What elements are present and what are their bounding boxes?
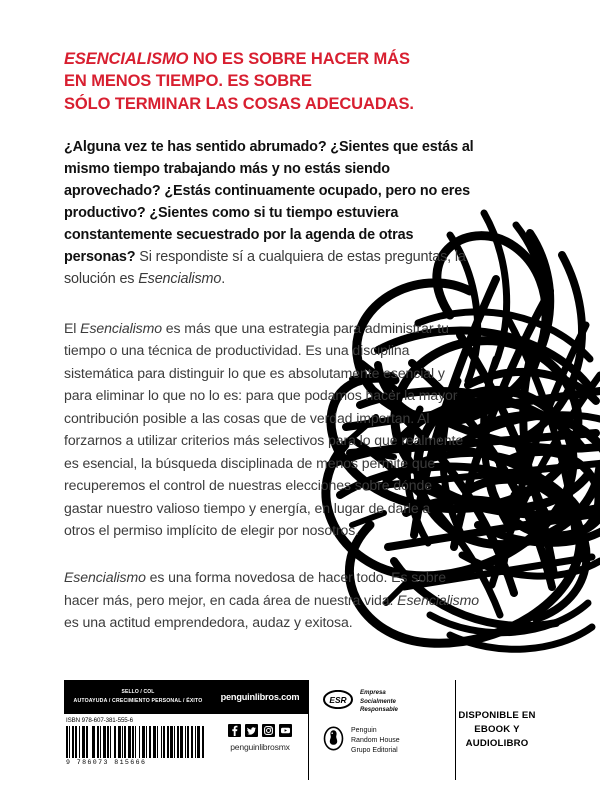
lede-questions: ¿Alguna vez te has sentido abrumado? ¿Sientes que estás al mismo tiempo trabajando más y no estás siendo aprovechado? ¿Estás continuamente ocupado, pero no eres productivo? ¿Sientes como si tu tiempo estuviera constantemente secuestrado por la agenda de otras personas?	[64, 139, 474, 265]
availability-block	[456, 680, 538, 780]
headline-line3: SÓLO TERMINAR LAS COSAS ADECUADAS.	[64, 94, 414, 113]
social-icon-row	[212, 724, 308, 737]
category-block	[64, 689, 212, 705]
headline	[64, 48, 484, 115]
footer-logos-block	[308, 680, 456, 780]
esr-line-1: Empresa	[360, 689, 386, 696]
penguin-logo-icon	[323, 726, 344, 756]
body-start: El	[64, 319, 81, 336]
publisher-website[interactable]: penguinlibros.com	[220, 692, 300, 702]
sello-label: SELLO / COL	[121, 689, 155, 696]
barcode-graphic	[66, 726, 204, 758]
availability-line-1: DISPONIBLE EN	[458, 710, 536, 722]
headline-italic-word: ESENCIALISMO	[64, 50, 189, 68]
body-paragraph	[64, 317, 464, 542]
closing-end: es una actitud emprendedora, audaz y exitosa.	[64, 614, 353, 631]
body-italic-word: Esencialismo	[80, 319, 162, 336]
headline-line1-rest: NO ES SOBRE HACER MÁS	[188, 50, 410, 68]
barcode-digits: 9 786073 815666	[66, 759, 147, 766]
esr-label	[360, 689, 398, 715]
publisher-black-bar	[64, 680, 308, 714]
esr-badge-icon	[323, 690, 353, 714]
back-cover-text	[64, 48, 484, 634]
lede-answer-italic: Esencialismo	[138, 270, 222, 287]
facebook-icon[interactable]	[228, 724, 241, 737]
social-block	[212, 714, 308, 780]
prh-line-2: Random House	[351, 737, 400, 745]
closing-mid: es una forma novedosa de hacer todo. Es sobre hacer más, pero mejor, en cada área de nuestra vida.	[64, 569, 446, 608]
category-label: AUTOAYUDA / CRECIMIENTO PERSONAL / ÉXITO	[73, 697, 203, 704]
closing-italic-2: Esencialismo	[397, 591, 479, 608]
headline-line2: EN MENOS TIEMPO. ES SOBRE	[64, 72, 312, 91]
lede-paragraph	[64, 137, 484, 290]
prh-logo-row	[323, 726, 455, 756]
esr-logo-row	[323, 689, 455, 715]
availability-label	[456, 709, 538, 751]
lede-answer-end: .	[221, 270, 226, 287]
closing-italic-1: Esencialismo	[64, 569, 146, 586]
availability-line-2: EBOOK Y AUDIOLIBRO	[465, 724, 529, 749]
prh-line-1: Penguin	[351, 727, 377, 735]
prh-line-3: Grupo Editorial	[351, 746, 398, 754]
esr-line-2: Socialmente	[360, 697, 396, 705]
lede-answer: Si respondiste sí a cualquiera de estas preguntas, la solución es	[64, 248, 466, 287]
esr-line-3: Responsable	[360, 706, 398, 714]
footer-bar	[64, 680, 538, 780]
under-bar-row	[64, 714, 308, 780]
youtube-icon[interactable]	[279, 724, 292, 737]
isbn-label: ISBN 978-607-381-555-6	[66, 717, 133, 724]
twitter-icon[interactable]	[245, 724, 258, 737]
instagram-icon[interactable]	[262, 724, 275, 737]
svg-text:ESR: ESR	[329, 694, 347, 705]
social-handle[interactable]: penguinlibrosmx	[230, 742, 290, 752]
footer-left-block	[64, 680, 308, 780]
closing-paragraph	[64, 566, 484, 634]
barcode-block	[64, 714, 212, 780]
prh-label	[351, 726, 400, 755]
body-text: es más que una estrategia para administrar tu tiempo o una técnica de productividad. Es una disciplina sistemática para distinguir lo que es absolutamente esencial y para eliminar lo que no lo es: para que podamos hacer la mayor contribución posible a las cosas que de verdad importan. Al forzarnos a utilizar criterios más selectivos para lo que realmente es esencial, la búsqueda disciplinada de menos permite que recuperemos el control de nuestras elecciones sobre dónde gastar nuestro valioso tiempo y energía, en lugar de darle a otros el permiso implícito de elegir por nosotros.	[64, 319, 464, 539]
